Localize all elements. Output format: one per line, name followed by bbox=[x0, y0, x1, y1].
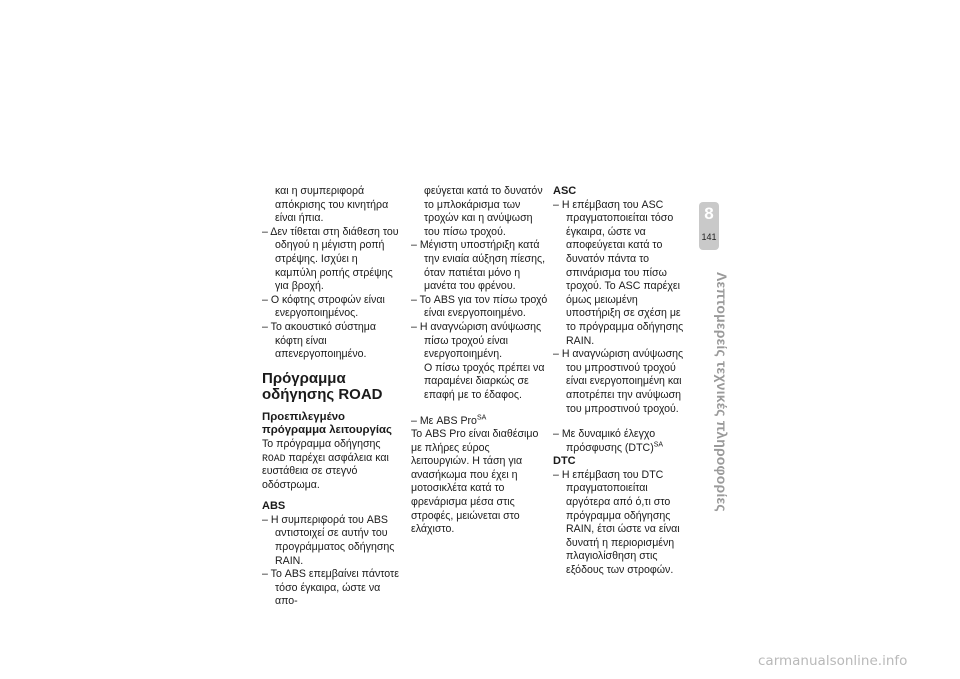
list-item: – Η αναγνώριση ανύψωσης πίσω τροχού είναι ενεργοποιημένη. bbox=[411, 320, 542, 361]
column-1 bbox=[262, 185, 400, 609]
section-title: Πρόγραμμα οδήγησης ROAD bbox=[262, 369, 383, 403]
road-code: ROAD bbox=[262, 452, 286, 464]
list-item: – Η συμπεριφορά του ABS αντιστοιχεί σε αυτήν του προγράμματος οδήγησης RAIN. bbox=[262, 513, 395, 567]
side-chapter-label bbox=[714, 272, 730, 512]
dtc-heading: DTC bbox=[553, 455, 576, 468]
list-item: – Το ABS για τον πίσω τροχό είναι ενεργοποιημένο. bbox=[411, 293, 548, 320]
list-item: – Το ABS επεμβαίνει πάντοτε τόσο έγκαιρα, ώστε να απο- bbox=[262, 568, 399, 608]
continued-text: και η συμπεριφορά απόκρισης του κινητήρα είναι ήπια. bbox=[275, 185, 389, 225]
side-chapter-text: Λεπτομερείς τεχνικές πληροφορίες bbox=[714, 272, 730, 512]
watermark: carmanualsonline.info bbox=[758, 653, 908, 669]
asc-heading: ASC bbox=[553, 185, 577, 197]
page-number: 141 bbox=[701, 232, 717, 242]
list-item: – Ο κόφτης στροφών είναι ενεργοποιημένος. bbox=[262, 293, 385, 320]
continued-text: φεύγεται κατά το δυνατόν το μπλοκάρισμα των τροχών και η ανύψωση του πίσω τροχού. bbox=[424, 185, 543, 238]
abs-heading: ABS bbox=[262, 500, 286, 513]
sa-superscript: SA bbox=[653, 441, 664, 449]
chapter-tab bbox=[699, 202, 719, 250]
list-item: – Η αναγνώριση ανύψωσης του μπροστινού τροχού είναι ενεργοποιημένη και αποτρέπει την ανύψωση του μπροστινού τροχού. bbox=[553, 348, 684, 415]
list-item: – Η επέμβαση του ASC πραγματοποιείται τόσο έγκαιρα, ώστε να αποφεύγεται κατά το δυνατόν πάντα το σπινάρισμα του πίσω τροχού. Το ASC παρέχει όμως μειωμένη υποστήριξη σε σχέση με το πρόγραμμα οδήγησης RAIN. bbox=[553, 198, 684, 347]
list-item: – Δεν τίθεται στη διάθεση του οδηγού η μέγιστη ροπή στρέψης. Ισχύει η καμπύλη ροπής στρέψης για βροχή. bbox=[262, 225, 399, 293]
sa-superscript: SA bbox=[476, 413, 487, 421]
abs-pro-label: – Με ABS Pro$^{SA}$ bbox=[411, 413, 487, 427]
road-paragraph: Το πρόγραμμα οδήγησης ROAD παρέχει ασφάλεια και ευστάθεια σε στεγνό οδόστρωμα. bbox=[262, 437, 389, 491]
list-item: – Το ακουστικό σύστημα κόφτη είναι απενεργοποιημένο. bbox=[262, 320, 377, 361]
chapter-number: 8 bbox=[704, 204, 714, 223]
abs-pro-paragraph: Το ABS Pro είναι διαθέσιμο με πλήρες εύρος λειτουργιών. Η τάση για ανασήκωμα που έχει η μοτοσικλέτα κατά το φρενάρισμα μέσα στις στροφές, μειώνεται στο ελάχιστο. bbox=[411, 428, 539, 536]
subsection-title: Προεπιλεγμένο πρόγραμμα λειτουργίας bbox=[262, 410, 392, 437]
dtc-label: – Με δυναμικό έλεγχο πρόσφυσης (DTC)$^{SA}$ bbox=[553, 428, 664, 454]
list-item-continuation: Ο πίσω τροχός πρέπει να παραμένει διαρκώς σε επαφή με το έδαφος. bbox=[424, 361, 545, 401]
list-item: – Η επέμβαση του DTC πραγματοποιείται αργότερα από ό,τι στο πρόγραμμα οδήγησης RAIN, έτσι ώστε να είναι δυνατή η περιορισμένη πλαγιολίσθηση στις εξόδους των στροφών. bbox=[553, 468, 680, 577]
column-3 bbox=[553, 185, 693, 578]
list-item: – Μέγιστη υποστήριξη κατά την ενιαία αύξηση πίεσης, όταν πατιέται μόνο η μανέτα του φρένου. bbox=[411, 239, 546, 293]
column-2 bbox=[411, 185, 549, 537]
